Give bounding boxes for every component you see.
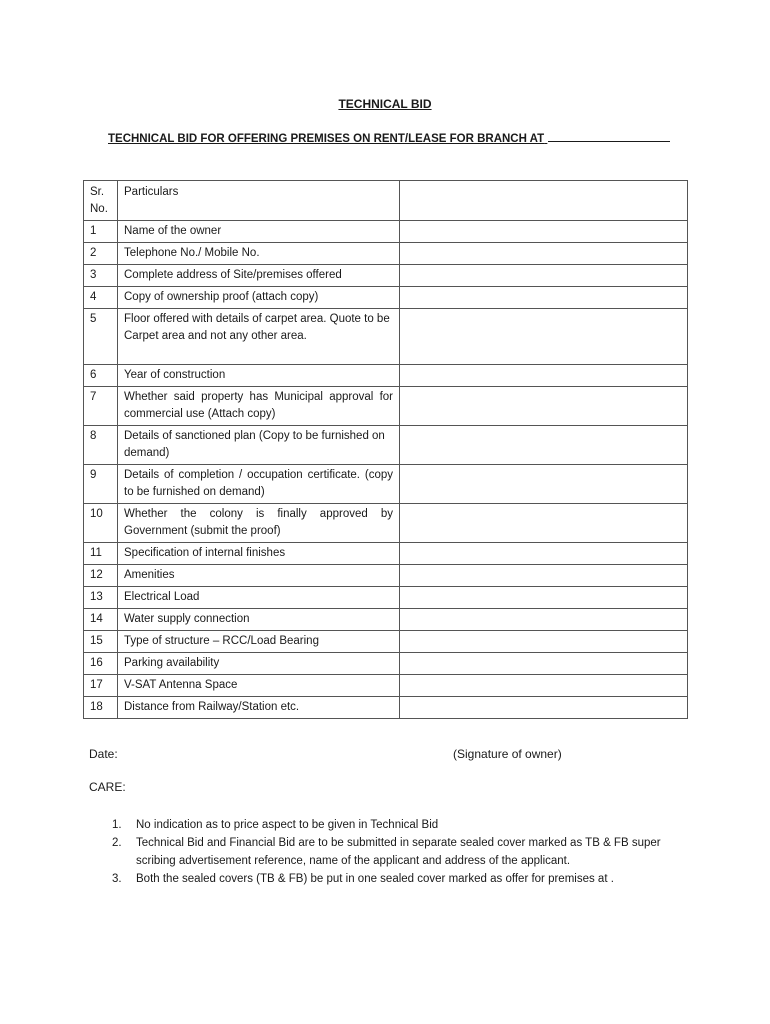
table-row [84, 653, 688, 675]
row-sr: 18 [84, 697, 118, 719]
row-value-cell [400, 543, 688, 565]
row-value-cell [400, 504, 688, 543]
row-sr: 3 [84, 265, 118, 287]
row-sr: 6 [84, 365, 118, 387]
table-header-row [84, 181, 688, 221]
table-row [84, 609, 688, 631]
table-row [84, 504, 688, 543]
row-particulars: Details of sanctioned plan (Copy to be furnished on demand) [118, 426, 400, 465]
row-particulars: Year of construction [118, 365, 400, 387]
row-particulars: Telephone No./ Mobile No. [118, 243, 400, 265]
table-row [84, 309, 688, 365]
care-label: CARE: [89, 780, 126, 794]
row-value-cell [400, 675, 688, 697]
row-value-cell [400, 426, 688, 465]
table-row [84, 221, 688, 243]
row-particulars: Copy of ownership proof (attach copy) [118, 287, 400, 309]
table-row [84, 265, 688, 287]
date-label: Date: [89, 747, 118, 761]
subtitle-text: TECHNICAL BID FOR OFFERING PREMISES ON RENT/LEASE FOR BRANCH AT [108, 133, 545, 145]
header-particulars: Particulars [118, 181, 400, 221]
table-row [84, 465, 688, 504]
row-particulars: Distance from Railway/Station etc. [118, 697, 400, 719]
row-value-cell [400, 243, 688, 265]
list-item [112, 870, 692, 888]
row-particulars: Complete address of Site/premises offered [118, 265, 400, 287]
row-particulars: Floor offered with details of carpet area. Quote to be Carpet area and not any other area. [118, 309, 400, 365]
header-sr-no: Sr. No. [84, 181, 118, 221]
row-particulars: Whether the colony is finally approved by Government (submit the proof) [118, 504, 400, 543]
document-title: TECHNICAL BID [338, 97, 432, 111]
table-row [84, 587, 688, 609]
row-sr: 16 [84, 653, 118, 675]
row-sr: 15 [84, 631, 118, 653]
row-value-cell [400, 387, 688, 426]
row-value-cell [400, 265, 688, 287]
row-sr: 2 [84, 243, 118, 265]
list-item [112, 834, 692, 870]
row-value-cell [400, 609, 688, 631]
row-value-cell [400, 565, 688, 587]
row-sr: 1 [84, 221, 118, 243]
note-text: No indication as to price aspect to be given in Technical Bid [136, 819, 439, 831]
row-sr: 12 [84, 565, 118, 587]
list-item [112, 816, 692, 834]
row-particulars: Electrical Load [118, 587, 400, 609]
table-row [84, 675, 688, 697]
row-sr: 9 [84, 465, 118, 504]
row-particulars: Whether said property has Municipal approval for commercial use (Attach copy) [118, 387, 400, 426]
row-particulars: Name of the owner [118, 221, 400, 243]
row-particulars: Water supply connection [118, 609, 400, 631]
note-number: 2. [112, 837, 122, 849]
row-particulars: Specification of internal finishes [118, 543, 400, 565]
note-text: Both the sealed covers (TB & FB) be put in one sealed cover marked as offer for premises at . [136, 873, 614, 885]
row-value-cell [400, 221, 688, 243]
signature-label: (Signature of owner) [453, 747, 562, 761]
row-sr: 10 [84, 504, 118, 543]
row-value-cell [400, 631, 688, 653]
table-row [84, 565, 688, 587]
row-value-cell [400, 309, 688, 365]
note-number: 3. [112, 873, 122, 885]
header-value-cell [400, 181, 688, 221]
document-subtitle [108, 131, 670, 145]
row-sr: 4 [84, 287, 118, 309]
row-value-cell [400, 587, 688, 609]
particulars-table [83, 180, 688, 719]
table-row [84, 543, 688, 565]
table-row [84, 365, 688, 387]
row-value-cell [400, 653, 688, 675]
row-particulars: Amenities [118, 565, 400, 587]
row-particulars: Parking availability [118, 653, 400, 675]
row-value-cell [400, 365, 688, 387]
note-number: 1. [112, 819, 122, 831]
row-sr: 7 [84, 387, 118, 426]
row-value-cell [400, 287, 688, 309]
row-particulars: V-SAT Antenna Space [118, 675, 400, 697]
table-row [84, 387, 688, 426]
row-sr: 8 [84, 426, 118, 465]
branch-blank-line [548, 131, 670, 142]
row-value-cell [400, 465, 688, 504]
table-row [84, 631, 688, 653]
table-row [84, 697, 688, 719]
row-sr: 13 [84, 587, 118, 609]
table-row [84, 426, 688, 465]
row-particulars: Type of structure – RCC/Load Bearing [118, 631, 400, 653]
row-value-cell [400, 697, 688, 719]
table-row [84, 287, 688, 309]
row-sr: 11 [84, 543, 118, 565]
row-sr: 14 [84, 609, 118, 631]
care-notes-list [112, 816, 692, 888]
row-particulars: Details of completion / occupation certificate. (copy to be furnished on demand) [118, 465, 400, 504]
table-row [84, 243, 688, 265]
row-sr: 17 [84, 675, 118, 697]
note-text: Technical Bid and Financial Bid are to be submitted in separate sealed cover marked as TB & FB super scribing advertisement reference, name of the applicant and address of the applicant. [136, 837, 661, 867]
row-sr: 5 [84, 309, 118, 365]
